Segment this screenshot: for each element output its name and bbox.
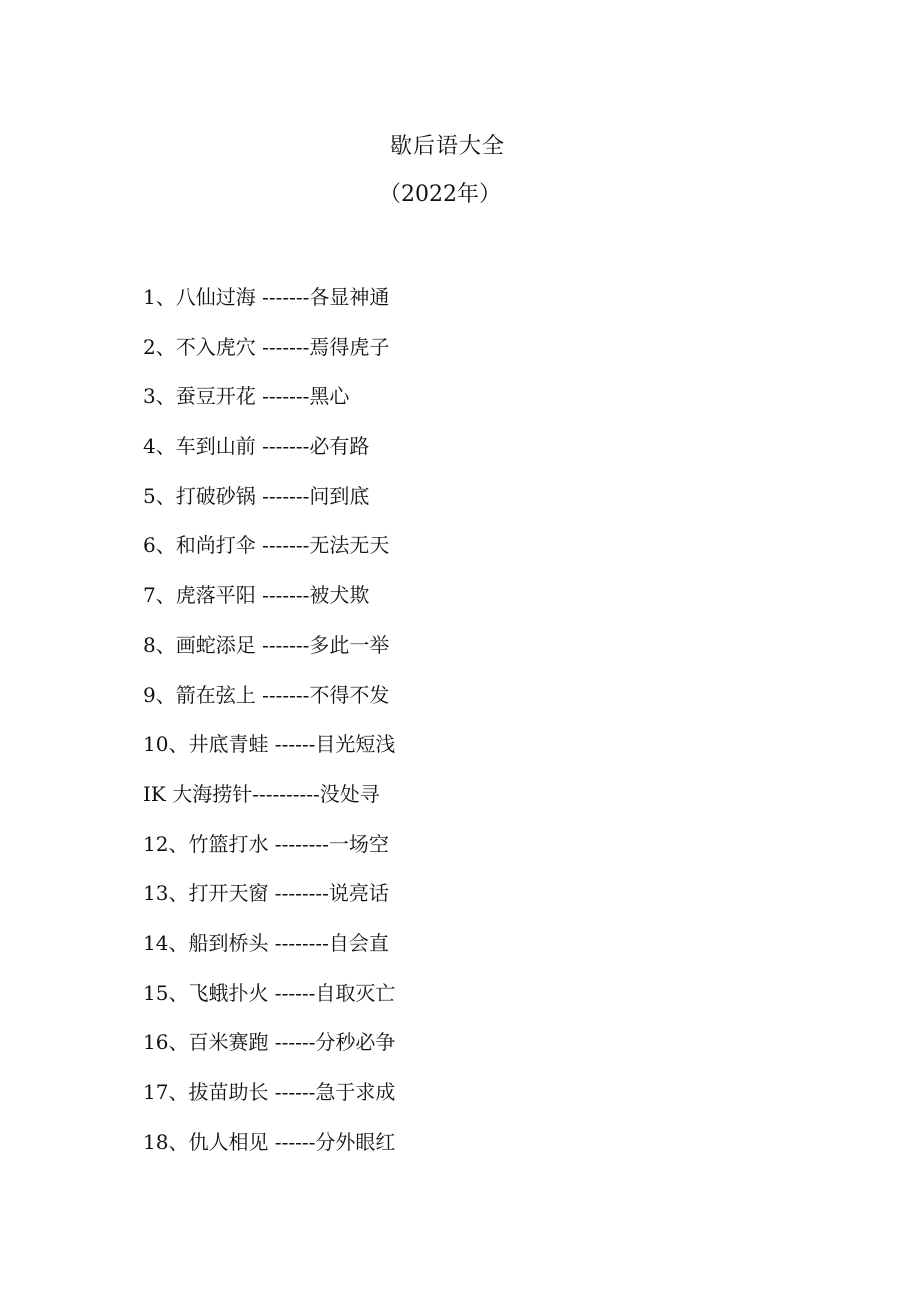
document-title: 歇后语大全 [389,134,505,159]
list-item: 10、井底青蛙 ------目光短浅 [143,732,396,757]
sayings-list [143,280,395,1174]
list-item: 5、打破砂锅 -------问到底 [143,483,370,508]
list-item: 6、和尚打伞 -------无法无天 [143,533,390,558]
list-item: 1、八仙过海 -------各显神通 [143,285,390,309]
list-item: 15、飞蛾扑火 ------自取灭亡 [143,980,396,1005]
list-item: 16、百米赛跑 ------分秒必争 [143,1030,396,1055]
list-item: 8、画蛇添足 -------多此一举 [143,632,390,657]
document-year: （2022年） [379,182,501,207]
list-item: 4、车到山前 -------必有路 [143,434,370,459]
list-item: 2、不入虎穴 -------焉得虎子 [143,334,390,359]
list-item: 7、虎落平阳 -------被犬欺 [143,583,370,608]
list-item: 3、蚕豆开花 -------黑心 [143,384,350,409]
list-item: 18、仇人相见 ------分外眼红 [143,1129,396,1154]
list-item: 13、打开天窗 --------说亮话 [143,881,389,906]
list-item: 14、船到桥头 --------自会直 [143,930,389,955]
list-item: 12、竹篮打水 --------一场空 [143,831,389,856]
list-item: 17、拔苗助长 ------急于求成 [143,1080,396,1104]
list-item: 9、箭在弦上 -------不得不发 [143,682,390,707]
list-item: IK 大海捞针----------没处寻 [143,781,380,806]
